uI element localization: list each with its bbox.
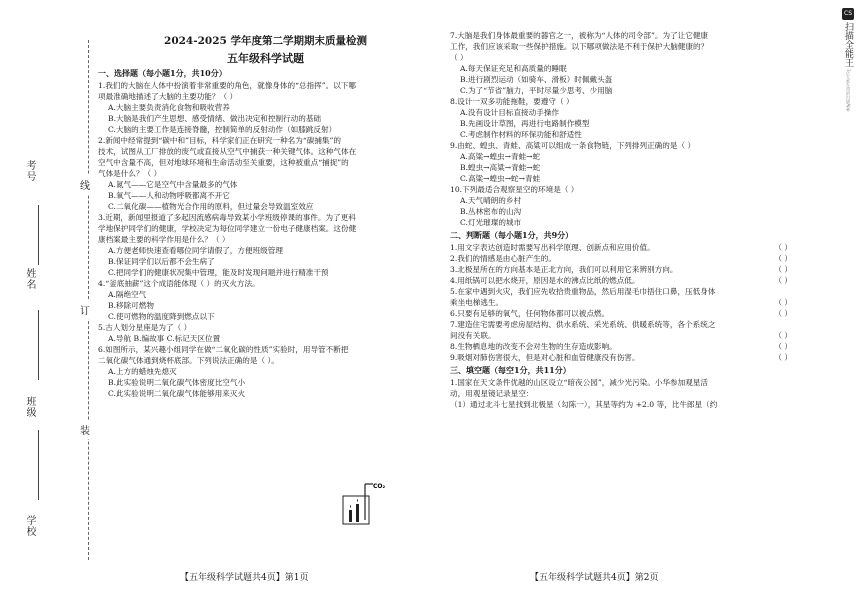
answer-blank[interactable]: （ ） (774, 331, 792, 340)
statement-text: 1.用文字表达创造时需要写出科学原理、创新点和应用价值。 (450, 243, 655, 252)
answer-blank[interactable]: （ ） (774, 309, 792, 318)
answer-option: A.导航 B.编故事 C.标记天区位置 (108, 334, 221, 343)
answer-blank[interactable]: （ ） (774, 243, 792, 252)
answer-option: C.考虑制作材料的环保功能和舒适性 (460, 130, 582, 139)
statement-text: 9.吸烟对肺伤害很大，但是对心脏和血管健康没有伤害。 (450, 353, 640, 362)
fill-line (38, 205, 39, 265)
answer-option: C.高粱→蝗虫→蛇→青蛙 (460, 174, 541, 183)
question-text: 5.在家中遇到火灾，我们应先收拾贵重物品，然后用湿毛巾捂住口鼻，压低身体 (450, 287, 716, 296)
answer-blank[interactable]: （ ） (774, 254, 792, 263)
question-text: 7.大脑是我们身体最重要的器官之一，被称为“人体的司令部”。为了让它健康 (450, 31, 709, 40)
answer-blank[interactable]: （ ） (774, 276, 792, 285)
answer-option: B.先画设计草图，再进行电路制作模型 (460, 119, 590, 128)
statement-text: 3.北极星所在的方向基本是正北方向，我们可以利用它来辨别方向。 (450, 265, 678, 274)
question-text: 技术，试图从工厂排放的废气或直接从空气中捕获一种关键气体。这种气体在 (98, 147, 357, 156)
answer-option: A.方便老师快速查看哪位同学请假了，方便班级管理 (108, 246, 283, 255)
answer-option: B.进行剧烈运动（如骑车、滑板）时佩戴头盔 (460, 75, 613, 84)
answer-option: A.隔绝空气 (108, 290, 147, 299)
page-2-footer: 【五年级科学试题共4页】第2页 (530, 573, 659, 583)
answer-blank[interactable]: （ ） (774, 265, 792, 274)
answer-option: C.使可燃物的温度降到燃点以下 (108, 312, 215, 321)
class-label: 班级 (24, 396, 35, 418)
statement-text: 6.只要有足够的氧气，任何物体都可以被点燃。 (450, 309, 610, 318)
question-text (450, 253, 792, 264)
answer-option: B.大脑是我们产生思想、感受情绪、做出决定和控制行动的基础 (108, 114, 322, 123)
question-text: 2.新闻中经常提到“碳中和”目标，科学家们正在研究一种名为“碳捕集”的 (98, 136, 341, 145)
answer-blank[interactable]: （ ） (774, 342, 792, 351)
question-text: 空气中含量不高，但对地球环境和生命活动至关重要，这种被重点“捕捉”的 (98, 158, 349, 167)
exam-title: 2024-2025 学年度第二学期期末质量检测 (164, 35, 367, 47)
page-2 (450, 30, 792, 410)
cs-logo-icon: CS (842, 8, 854, 20)
answer-option: A.大脑主要负责消化食物和吸收营养 (108, 103, 230, 112)
question-text (450, 275, 792, 286)
question-text: 工作，我们应该采取一些保护措施。以下哪项做法是不利于保护大脑健康的？ (450, 42, 709, 51)
answer-option: C.灯光璀璨的城市 (460, 218, 522, 227)
question-text (450, 297, 792, 308)
question-text (450, 308, 792, 319)
answer-option: A.天气晴朗的乡村 (460, 196, 522, 205)
answer-option: B.蝗虫→高粱→青蛙→蛇 (460, 163, 541, 172)
question-text: 9.由蛇、蝗虫、青蛙、高粱可以组成一条食物链，下列排列正确的是（ ） (450, 141, 696, 150)
statement-text: 2.我们的情感是由心脏产生的。 (450, 254, 556, 263)
question-text: （1）通过北斗七星找到北极星（勾陈一），其星等约为 +2.0 等，比牛郎星（约 (450, 400, 718, 409)
question-text: 动，用观星镜记录星空： (450, 389, 534, 398)
scanner-app-name: 扫描全能王 (843, 22, 853, 67)
page-1-footer: 【五年级科学试题共4页】第1页 (180, 573, 309, 583)
answer-option: C.大脑的主要工作是连接脊髓，控制简单的反射动作（如膝跳反射） (108, 125, 337, 134)
question-text: 5.古人划分星座是为了（ ） (98, 323, 192, 332)
question-text: 4.“釜底抽薪”这个成语能体现（ ）的灭火方法。 (98, 279, 260, 288)
question-text: 3.近期，新闻里报道了多起因流感病毒导致某小学班级停课的事件。为了更科 (98, 213, 356, 222)
question-text (450, 264, 792, 275)
statement-text: 乘坐电梯逃生。 (450, 298, 504, 307)
question-text: 学地保护同学们的健康，学校决定为每位同学建立一份电子健康档案。这份健 (98, 224, 357, 233)
question-text: 8.设计一双多功能拖鞋，要遵守（ ） (450, 97, 574, 106)
question-text: 1.我们的大脑在人体中扮演着非常重要的角色，就像身体的“总指挥”。以下哪 (98, 81, 357, 90)
scanner-app-slogan: 3亿人都在用的扫描App (846, 69, 851, 112)
question-text: （ ） (450, 53, 468, 62)
answer-option: A.高粱→蝗虫→青蛙→蛇 (460, 152, 541, 161)
scanner-logo (842, 8, 854, 111)
answer-option: C.为了“节省”脑力，平时尽量少思考、少用脑 (460, 86, 613, 95)
question-text: 气体是什么？（ ） (98, 169, 162, 178)
question-text: 康档案最主要的科学作用是什么？（ ） (98, 235, 230, 244)
question-text (450, 352, 792, 363)
question-text: 10.下列最适合观察星空的环境是（ ） (450, 185, 579, 194)
question-text: 6.如图所示，某兴趣小组同学在做“二氧化碳的性质”实验时，用导管不断把 (98, 345, 349, 354)
answer-option: B.丛林密布的山沟 (460, 207, 522, 216)
answer-option: A.上方的蜡烛先熄灭 (108, 367, 177, 376)
answer-option: A.没有设计目标直接动手操作 (460, 108, 560, 117)
question-text: 二氧化碳气体通到烧杯底部。下列说法正确的是（ ）。 (98, 356, 279, 365)
answer-option: A.每天保证充足和高质量的睡眠 (460, 64, 567, 73)
answer-option: C.此实验说明二氧化碳气体能够用来灭火 (108, 389, 246, 398)
section-heading: 一、选择题（每小题1分，共10分） (98, 68, 227, 78)
binding-char: 订 (80, 300, 90, 319)
answer-option: B.移除可燃物 (108, 301, 154, 310)
statement-text: 4.用纸锅可以把水烧开，原因是水的沸点比纸的燃点低。 (450, 276, 640, 285)
question-text (450, 242, 792, 253)
page-1 (98, 30, 433, 399)
answer-option: C.二氧化碳——植物光合作用的原料，但过量会导致温室效应 (108, 202, 314, 211)
answer-option: A.氮气——它是空气中含量最多的气体 (108, 180, 238, 189)
question-text (450, 341, 792, 352)
name-label: 姓名 (24, 268, 35, 290)
answer-option: B.氧气——人和动物呼吸都离不开它 (108, 191, 230, 200)
section-heading: 三、填空题（每空1分，共11分） (450, 365, 571, 375)
question-text: 项最准确地描述了大脑的主要功能？（ ） (98, 92, 238, 101)
page-1-body (98, 68, 433, 399)
answer-blank[interactable]: （ ） (774, 353, 792, 362)
answer-blank[interactable]: （ ） (774, 298, 792, 307)
co2-label: CO₂ (373, 483, 385, 490)
fill-line (38, 310, 39, 380)
section-heading: 二、判断题（每小题1分，共9分） (450, 230, 574, 240)
question-text: 7.建造住宅需要考虑房屋结构、供水系统、采光系统、供暖系统等，各个系统之 (450, 320, 716, 329)
question-text: 1.国家在天文条件优越的山区设立“暗夜公园”，减少光污染。小华参加观星活 (450, 378, 709, 387)
binding-char: 线 (80, 175, 90, 194)
binding-char: 装 (80, 420, 90, 439)
school-label: 学校 (24, 515, 35, 537)
co2-experiment-figure (335, 480, 385, 526)
answer-option: B.保证同学们以后都不会生病了 (108, 257, 215, 266)
exam-subtitle: 五年级科学试题 (227, 52, 304, 65)
page-2-body (450, 30, 792, 410)
statement-text: 8.生物栖息地的改变不会对生物的生存造成影响。 (450, 342, 617, 351)
answer-option: C.把同学们的健康状况集中管理，能及时发现问题并进行精准干预 (108, 268, 329, 277)
answer-option: B.此实验说明二氧化碳气体密度比空气小 (108, 378, 246, 387)
fill-line (38, 430, 39, 500)
statement-text: 间没有关联。 (450, 331, 496, 340)
exam-number-label: 考号 (24, 160, 35, 182)
question-text (450, 330, 792, 341)
